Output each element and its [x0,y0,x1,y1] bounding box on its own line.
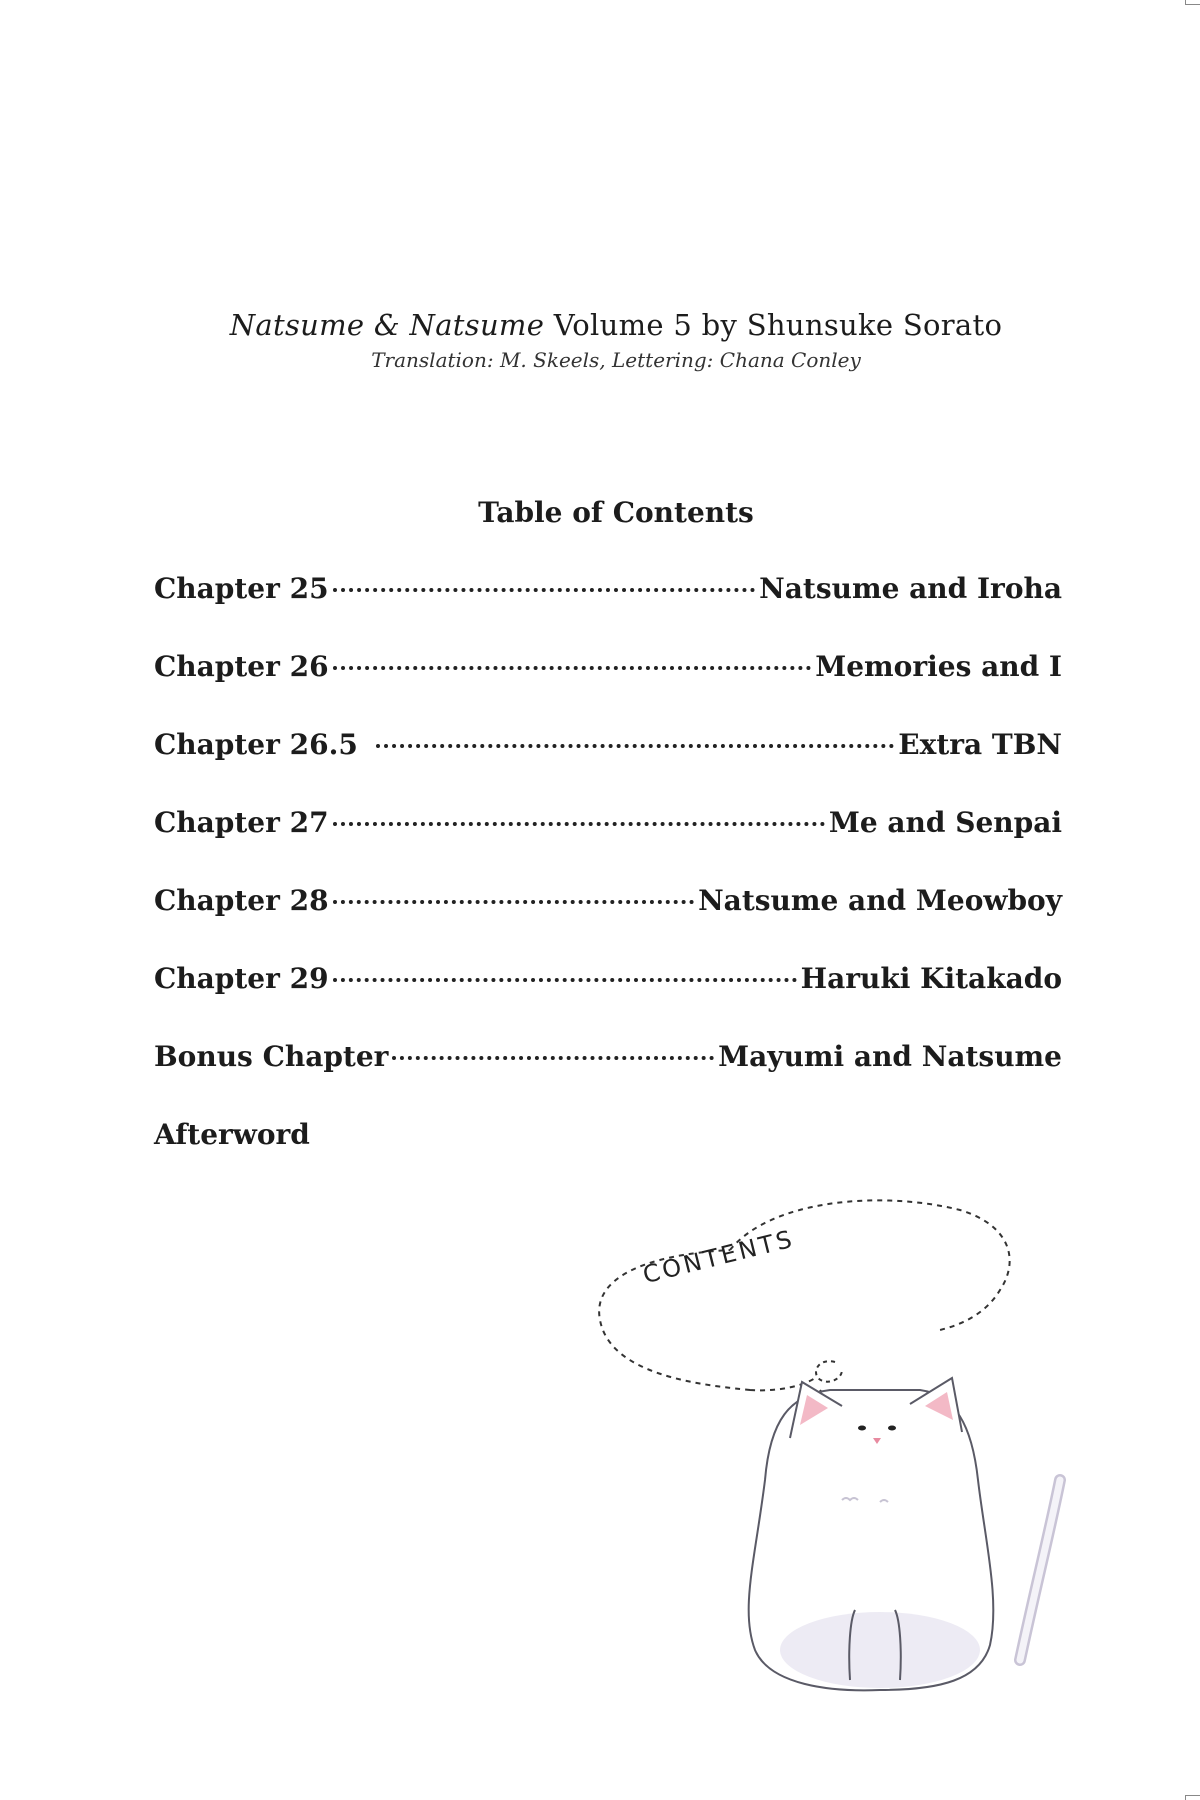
toc-entry-title: Natsume and Iroha [759,572,1062,605]
dot-leader [376,744,894,748]
thought-bubble-icon [599,1200,1010,1390]
dot-leader [333,588,756,592]
toc-entry-title: Memories and I [815,650,1062,683]
toc-entry[interactable] [154,572,1062,650]
dot-leader [333,978,797,982]
toc-entry-title: Extra TBN [898,728,1062,761]
toc-entry-title: Haruki Kitakado [800,962,1062,995]
toc-entry-label: Bonus Chapter [154,1040,389,1073]
crop-mark-bottom [1185,1795,1200,1800]
credits: Translation: M. Skeels, Lettering: Chana Conley [371,348,861,372]
toc-entry-title: Me and Senpai [828,806,1062,839]
volume-info: Volume 5 by Shunsuke Sorato [553,308,1003,342]
bubble-text: CONTENTS [640,1224,798,1290]
toc-entry[interactable] [154,728,1062,806]
crop-mark-top [1185,0,1200,5]
toc-entry[interactable] [154,884,1062,962]
toc-entry-label: Chapter 26 [154,650,329,683]
toc-entry-label: Chapter 29 [154,962,329,995]
toc-entry-title: Mayumi and Natsume [718,1040,1062,1073]
toc-entry[interactable] [154,962,1062,1040]
toc-entry-title: Natsume and Meowboy [698,884,1062,917]
dot-leader [333,900,695,904]
table-of-contents [154,572,1062,1196]
toc-entry[interactable] [154,650,1062,728]
series-title: Natsume & Natsume [229,308,545,342]
dot-leader [333,666,812,670]
book-title [0,308,1200,342]
toc-entry[interactable] [154,806,1062,884]
toc-entry-label: Afterword [154,1118,310,1151]
toc-heading: Table of Contents [478,496,754,529]
toc-entry-label: Chapter 26.5 [154,728,358,761]
toc-entry[interactable] [154,1040,1062,1118]
toc-entry-label: Chapter 27 [154,806,329,839]
dot-leader [333,822,825,826]
toc-entry-label: Chapter 25 [154,572,329,605]
toc-entry-label: Chapter 28 [154,884,329,917]
dot-leader [392,1056,714,1060]
